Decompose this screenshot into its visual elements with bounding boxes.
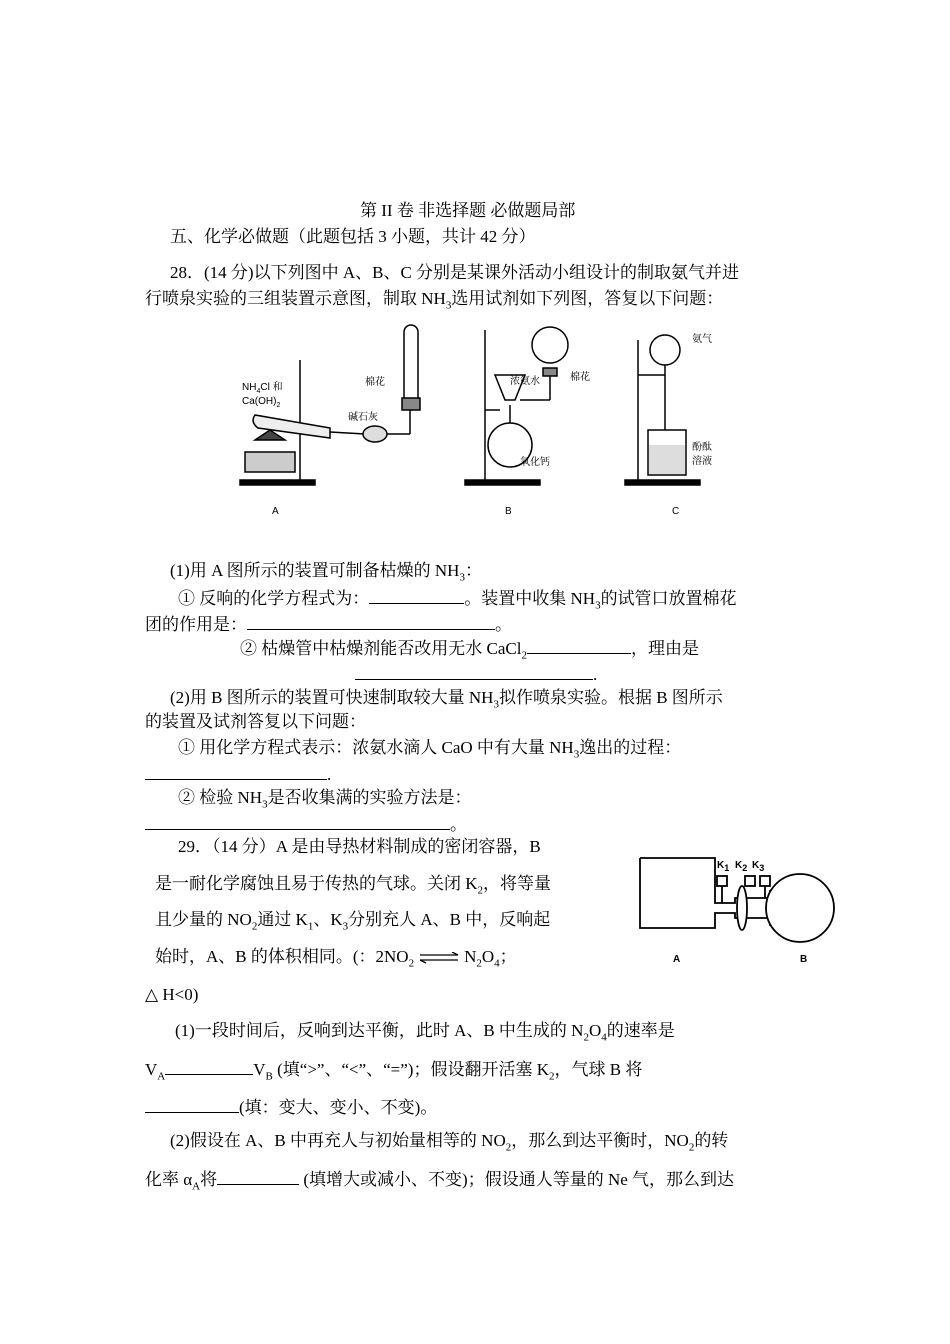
- q28-intro-line2: 行喷泉实验的三组装置示意图，制取 $NH_3$选用试剂如下列图，答复以下问题：: [145, 289, 724, 312]
- label-k2: K2: [735, 860, 748, 873]
- caption-c: C: [672, 506, 680, 517]
- q29-line4: 始时，A、B 的体积相同。(：$2NO_2$ $N_2O_4$；: [155, 947, 517, 970]
- q28-part2-1: ① 用化学方程式表示：浓氨水滴人 CaO 中有大量 $NH_3$逸出的过程：: [178, 738, 682, 761]
- label-k1: K1: [717, 860, 730, 873]
- q28-part2-cont: 的装置及试剂答复以下问题：: [145, 712, 366, 731]
- q28-part1-1: ① 反响的化学方程式为： 。装置中收集 $NH_3$的试管口放置棉花: [178, 586, 737, 610]
- answer-blank[interactable]: [165, 1057, 253, 1075]
- label-a-lime: 碱石灰: [348, 412, 378, 423]
- q28-part1-2: ② 枯燥管中枯燥剂能否改用无水 CaCl$_2$ ，理由是: [240, 636, 699, 660]
- q28-part2-2: ② 检验 $NH_3$是否收集满的实验方法是：: [178, 788, 472, 811]
- answer-blank[interactable]: [145, 762, 327, 780]
- label-c-phenol1: 酚酞: [692, 442, 712, 453]
- label-c-phenol2: 溶液: [692, 456, 712, 467]
- q28-part2-2-cont: 。: [145, 812, 467, 836]
- q29-line5: △ H<0): [145, 985, 199, 1004]
- answer-blank[interactable]: [355, 662, 593, 680]
- section-title: 第 II 卷 非选择题 必做题局部: [360, 201, 576, 220]
- q28-part2: (2)用 B 图所示的装置可快速制取较大量 $NH_3$拟作喷泉实验。根据 B 图所示: [170, 688, 723, 711]
- q29-part1: (1)一段时间后，反响到达平衡，此时 A、B 中生成的 $N_2O_4$的速率是: [175, 1021, 675, 1044]
- q28-part1-2-cont: .: [355, 662, 597, 686]
- section-subtitle: 五、化学必做题（此题包括 3 小题，共计 42 分）: [170, 227, 536, 246]
- q29-part2: (2)假设在 A、B 中再充人与初始量相等的 $NO_2$，那么到达平衡时，$NO_2$的转: [170, 1131, 729, 1154]
- q29-part2-cont: 化率 $\alpha_A$将 (填增大或减小、不变)；假设通人等量的 Ne 气，那么到达: [145, 1167, 734, 1191]
- q29-part1-cont: $V_A$ $V_B$ (填“>”、“<”、“=”)；假设翻开活塞 $K_2$，气球 B 将: [145, 1057, 642, 1081]
- label-b-ammonia: 浓氨水: [510, 376, 540, 387]
- answer-blank[interactable]: [145, 812, 450, 830]
- caption-b: B: [505, 506, 512, 517]
- label-c-gas: 氨气: [692, 334, 712, 345]
- caption-a: A: [272, 506, 279, 517]
- answer-blank[interactable]: [217, 1167, 299, 1185]
- answer-blank[interactable]: [369, 586, 464, 604]
- q28-intro-line1: 28．(14 分)以下列图中 A、B、C 分别是某课外活动小组设计的制取氨气并进: [170, 263, 740, 282]
- label-container-a: A: [673, 954, 681, 965]
- q29-line3: 且少量的 $NO_2$通过 $K_1$、$K_3$分别充人 A、B 中，反响起: [155, 910, 551, 933]
- container-balloon-figure: [635, 838, 845, 968]
- q29-part1-cont2: (填：变大、变小、不变)。: [145, 1095, 437, 1119]
- answer-blank[interactable]: [527, 636, 631, 654]
- q28-part1-1-cont: 团的作用是： 。: [145, 612, 512, 636]
- apparatus-b: [465, 327, 568, 485]
- q28-part2-1-cont: .: [145, 762, 331, 786]
- answer-blank[interactable]: [247, 612, 495, 630]
- label-a-cotton: 棉花: [365, 377, 385, 388]
- equilibrium-arrow-icon: [418, 952, 460, 964]
- q29-line2: 是一耐化学腐蚀且易于传热的气球。关闭 $K_2$，将等量: [155, 874, 552, 897]
- label-a-reagent1: $NH_4Cl$ 和: [242, 382, 283, 395]
- apparatus-c: [625, 335, 700, 485]
- label-b-cao: 氧化钙: [520, 457, 550, 468]
- label-k3: K3: [752, 860, 765, 873]
- answer-blank[interactable]: [145, 1095, 239, 1113]
- label-balloon-b: B: [800, 954, 808, 965]
- label-b-cotton: 棉花: [570, 372, 590, 383]
- apparatus-figure: [230, 320, 740, 520]
- q29-line1: 29．（14 分）A 是由导热材料制成的密闭容器，B: [178, 837, 541, 856]
- label-a-reagent2: $Ca(OH)_2$: [242, 396, 281, 409]
- q28-part1: (1)用 A 图所示的装置可制备枯燥的 $NH_3$：: [170, 561, 482, 584]
